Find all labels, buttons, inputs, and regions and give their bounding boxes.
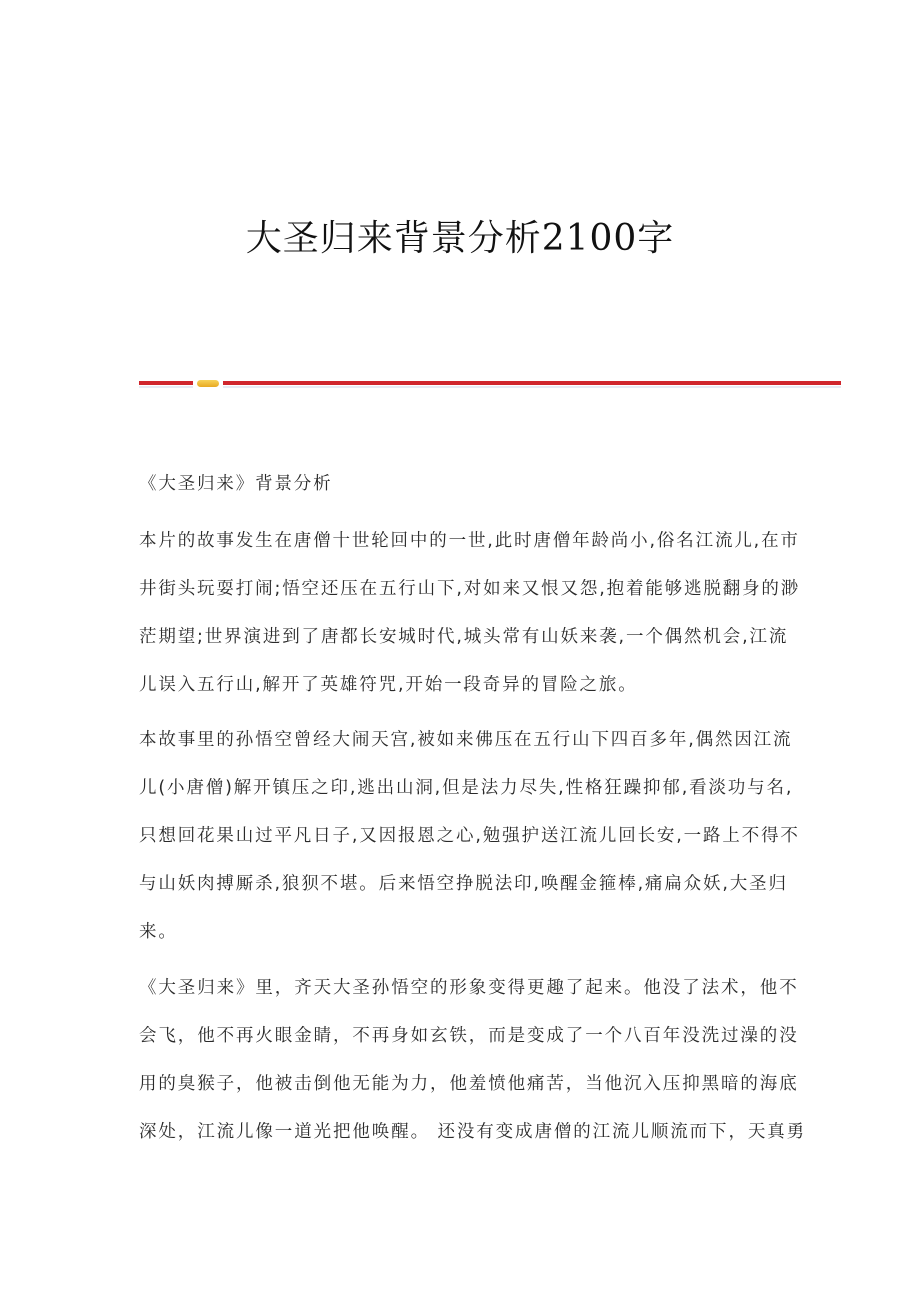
paragraph-line: 井街头玩耍打闹;悟空还压在五行山下,对如来又恨又怨,抱着能够逃脱翻身的渺 — [139, 579, 801, 599]
paragraph-line: 深处，江流儿像一道光把他唤醒。 还没有变成唐僧的江流儿顺流而下，天真勇 — [139, 1122, 807, 1142]
title-divider-left — [139, 381, 193, 385]
paragraph-line: 只想回花果山过平凡日子,又因报恩之心,勉强护送江流儿回长安,一路上不得不 — [139, 826, 800, 846]
paragraph-line: 儿误入五行山,解开了英雄符咒,开始一段奇异的冒险之旅。 — [139, 675, 638, 695]
paragraph-line: 本片的故事发生在唐僧十世轮回中的一世,此时唐僧年龄尚小,俗名江流儿,在市 — [139, 531, 800, 551]
title-divider-shadow-right — [223, 386, 841, 388]
paragraph-line: 与山妖肉搏厮杀,狼狈不堪。后来悟空挣脱法印,唤醒金箍棒,痛扁众妖,大圣归 — [139, 874, 788, 894]
paragraph-line: 儿(小唐僧)解开镇压之印,逃出山洞,但是法力尽失,性格狂躁抑郁,看淡功与名, — [139, 778, 794, 798]
divider-ornament-icon — [197, 380, 219, 387]
section-heading: 《大圣归来》背景分析 — [139, 474, 333, 494]
paragraph-line: 用的臭猴子，他被击倒他无能为力，他羞愤他痛苦，当他沉入压抑黑暗的海底 — [139, 1074, 799, 1094]
title-divider-shadow-left — [139, 386, 193, 388]
paragraph-line: 茫期望;世界演进到了唐都长安城时代,城头常有山妖来袭,一个偶然机会,江流 — [139, 627, 789, 647]
document-title: 大圣归来背景分析2100字 — [245, 218, 675, 259]
paragraph-line: 会飞，他不再火眼金睛，不再身如玄铁，而是变成了一个八百年没洗过澡的没 — [139, 1026, 799, 1046]
paragraph-line: 本故事里的孙悟空曾经大闹天宫,被如来佛压在五行山下四百多年,偶然因江流 — [139, 730, 793, 750]
title-divider-right — [223, 381, 841, 385]
paragraph-line: 来。 — [139, 922, 178, 942]
paragraph-line: 《大圣归来》里，齐天大圣孙悟空的形象变得更趣了起来。他没了法术，他不 — [139, 978, 799, 998]
